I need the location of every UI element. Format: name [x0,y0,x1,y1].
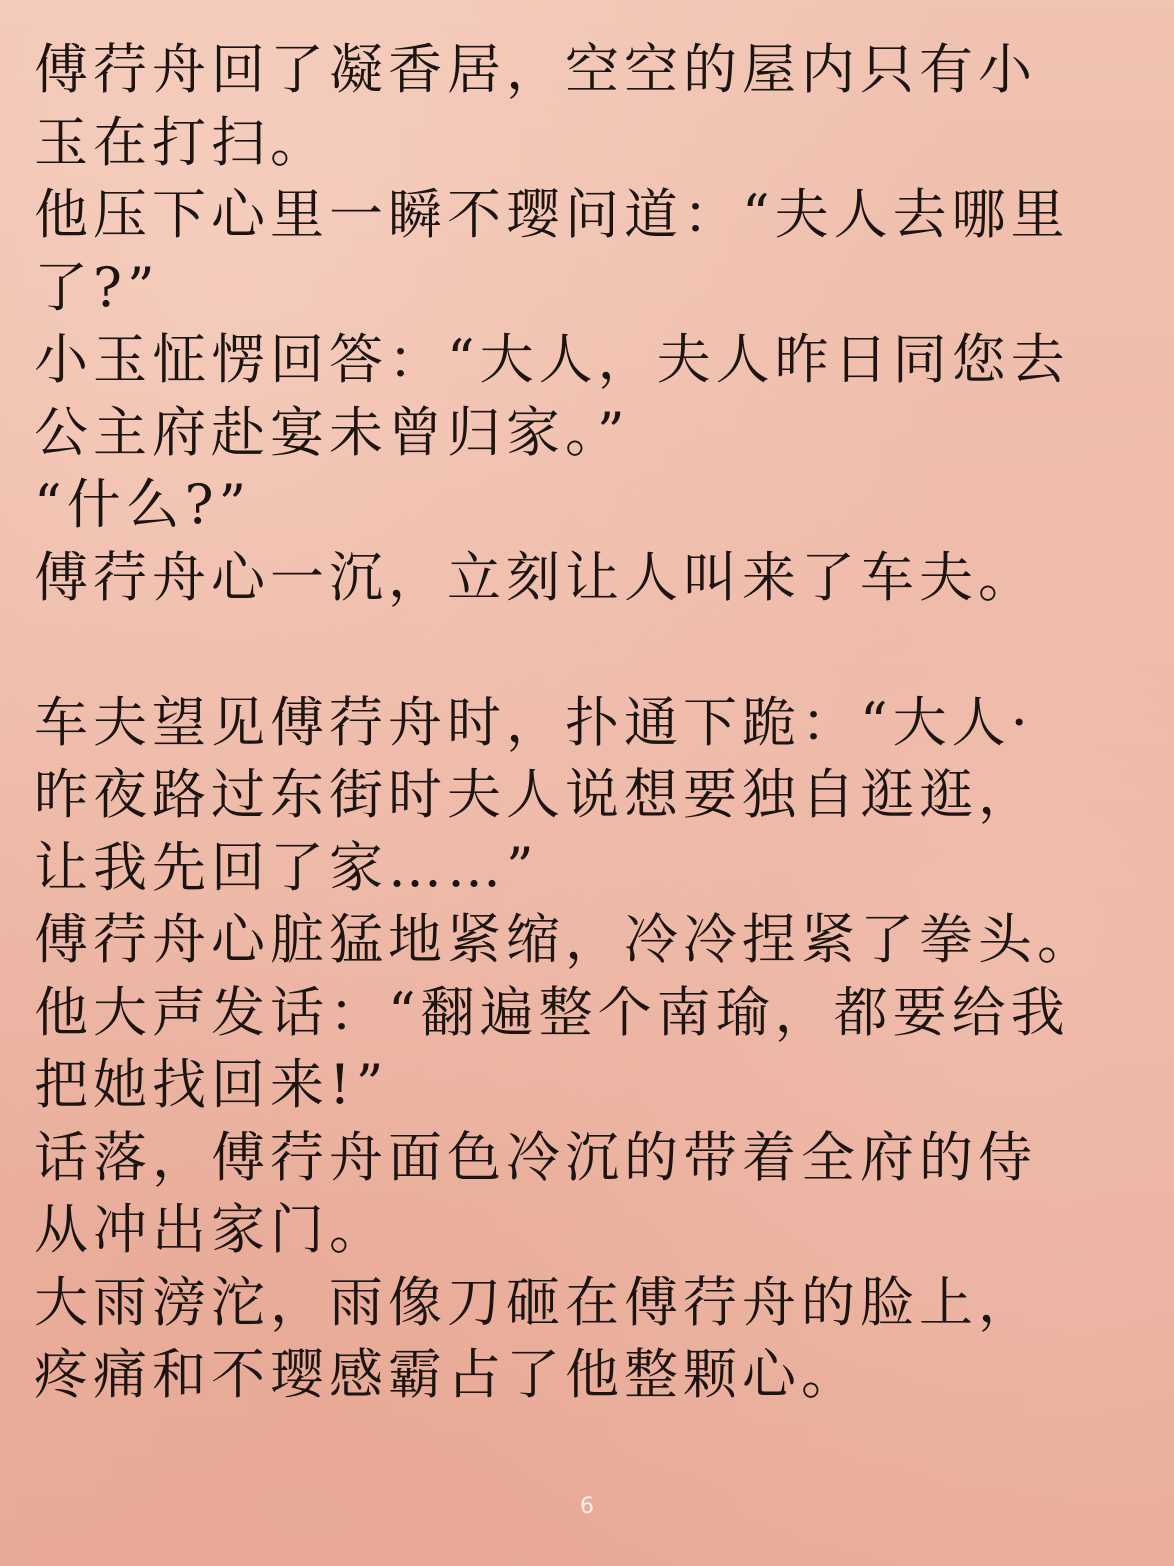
story-text [34,34,1144,1412]
text-line: 从冲出家门。 [34,1198,388,1261]
text-line: 疼痛和不璎感霸占了他整颗心。 [34,1343,860,1406]
text-line: 车夫望见傅荇舟时，扑通下跪：“大人· [34,690,1033,754]
text-line: 大雨滂沱，雨像刀砸在傅荇舟的脸上， [34,1270,1037,1334]
text-line: 玉在打扫。 [34,110,329,174]
text-line: 傅荇舟心脏猛地紧缩，冷冷捏紧了拳头。 [34,908,1096,971]
text-line: “什么?” [34,473,252,536]
text-line: 傅荇舟心一沉，立刻让人叫来了车夫。 [34,545,1037,609]
text-line: 把她找回来!” [34,1053,389,1116]
text-line: 让我先回了家……” [34,835,539,899]
text-line: 傅荇舟回了凝香居，空空的屋内只有小 [34,38,1037,101]
text-line: 了?” [34,255,160,319]
text-line: 小玉怔愣回答：“大人，夫人昨日同您去 [34,328,1070,391]
text-line: 公主府赴宴未曾归家。” [34,400,630,464]
text-line: 话落，傅荇舟面色冷沉的带着全府的侍 [34,1125,1037,1189]
page-number: 6 [580,1494,594,1519]
paragraph-break [34,614,1144,687]
text-line: 他压下心里一瞬不璎问道：“夫人去哪里 [34,183,1070,246]
text-line: 他大声发话：“翻遍整个南瑜，都要给我 [34,980,1070,1044]
text-line: 昨夜路过东街时夫人说想要独自逛逛， [34,763,1037,826]
